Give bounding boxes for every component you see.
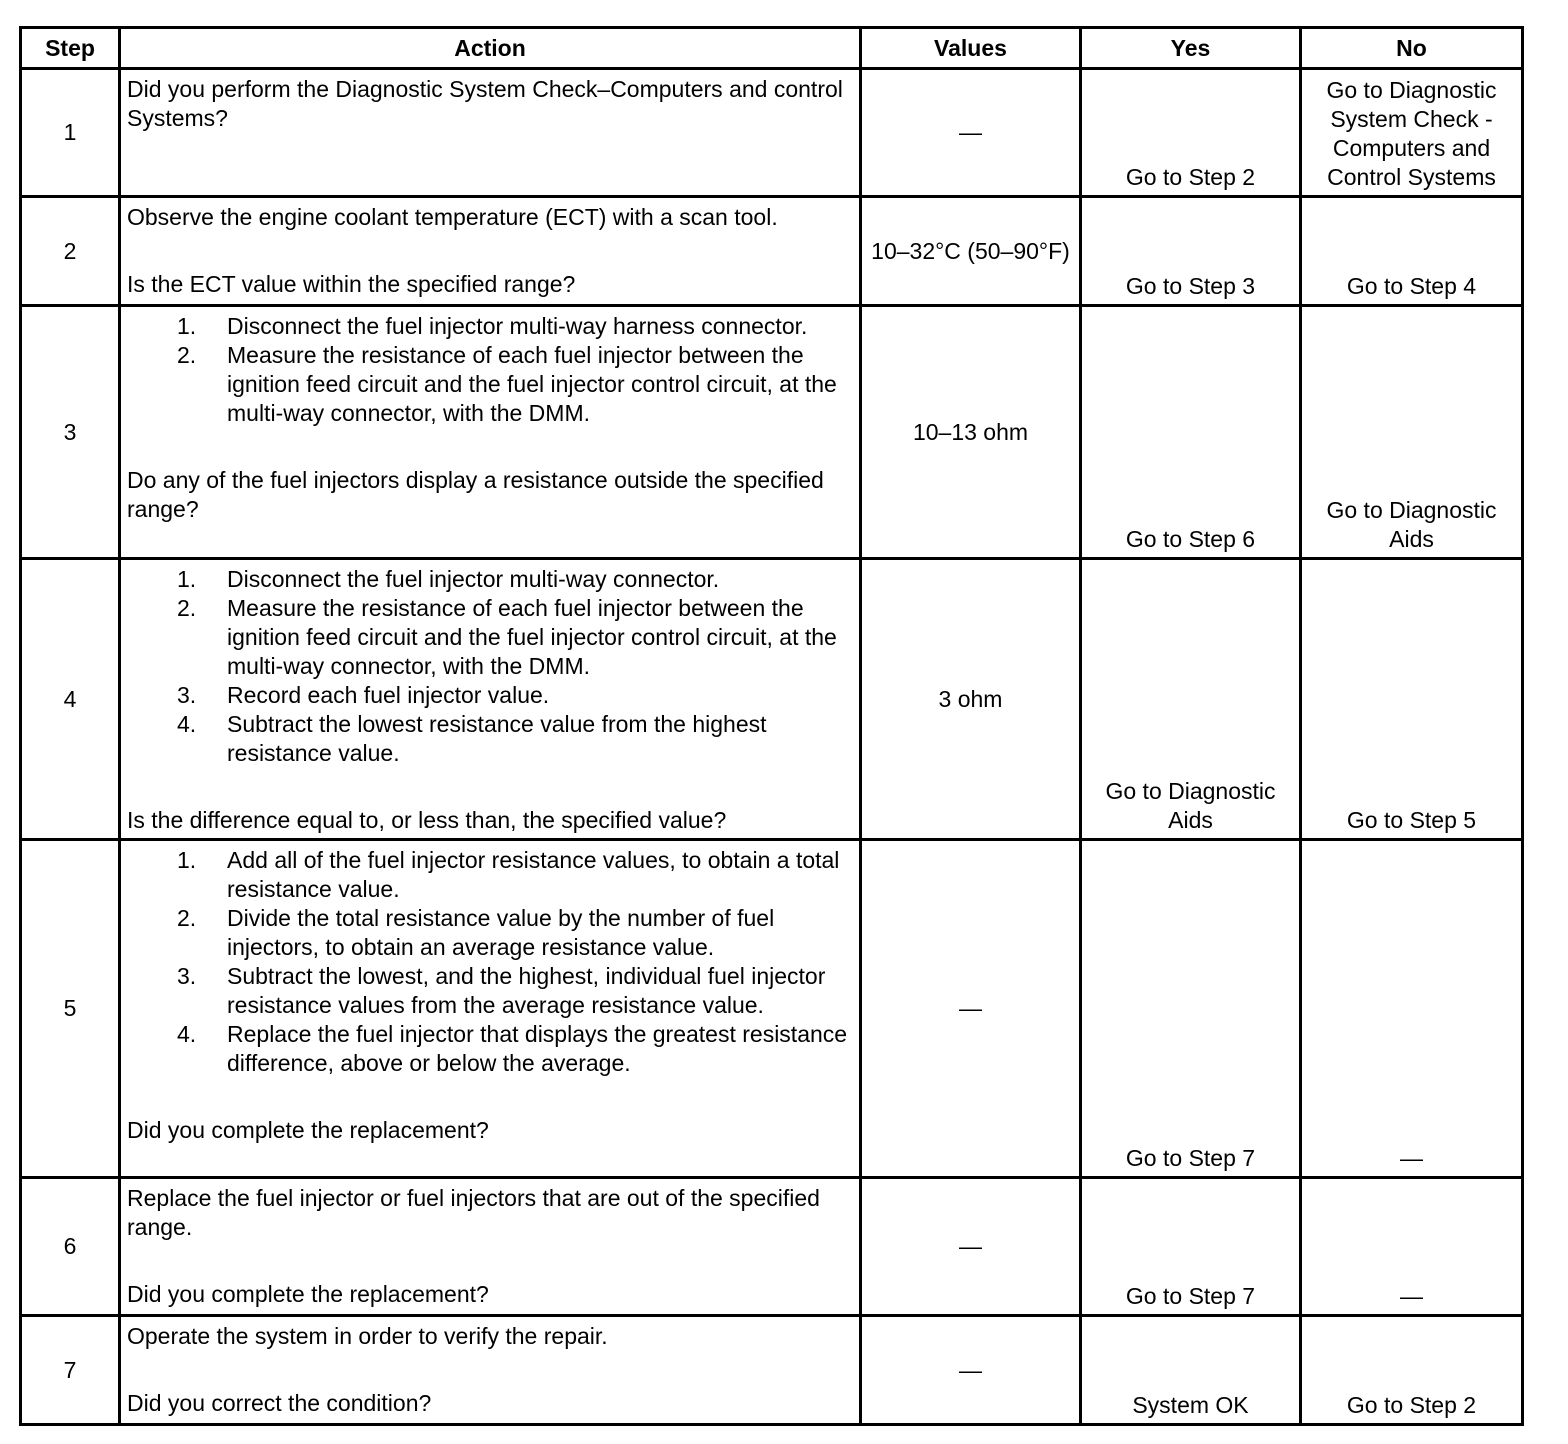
item-text: Subtract the lowest, and the highest, individual fuel injector resistance values from the average resistance value. (227, 963, 826, 1018)
action-steps-list (127, 565, 855, 768)
action-cell (120, 197, 861, 306)
action-question: Do any of the fuel injectors display a resistance outside the specified range? (127, 467, 824, 522)
list-item (127, 341, 855, 428)
item-text: Disconnect the fuel injector multi-way connector. (227, 566, 720, 592)
step-number: 4 (21, 559, 120, 840)
item-number: 2. (177, 342, 197, 368)
item-number: 4. (177, 711, 197, 737)
item-number: 3. (177, 682, 197, 708)
no-cell: Go to Diagnostic Aids (1301, 306, 1523, 559)
action-text: Observe the engine coolant temperature (ECT) with a scan tool. (127, 204, 778, 230)
action-cell (120, 1316, 861, 1425)
yes-cell: Go to Step 7 (1081, 1178, 1301, 1316)
yes-cell: Go to Diagnostic Aids (1081, 559, 1301, 840)
header-yes: Yes (1081, 28, 1301, 69)
table-row (21, 1316, 1523, 1425)
value-cell: 10–13 ohm (861, 306, 1081, 559)
value-cell: — (861, 1316, 1081, 1425)
item-number: 2. (177, 905, 197, 931)
action-question: Is the difference equal to, or less than, the specified value? (127, 807, 727, 833)
value-cell: 3 ohm (861, 559, 1081, 840)
item-text: Measure the resistance of each fuel injector between the ignition feed circuit and the fuel injector control circuit, at the multi-way connector, with the DMM. (227, 342, 837, 426)
item-number: 2. (177, 595, 197, 621)
value-cell: — (861, 69, 1081, 197)
list-item (127, 1020, 855, 1078)
list-item (127, 904, 855, 962)
list-item (127, 710, 855, 768)
no-cell: — (1301, 1178, 1523, 1316)
action-steps-list (127, 312, 855, 428)
no-cell: Go to Step 5 (1301, 559, 1523, 840)
action-text: Replace the fuel injector or fuel injectors that are out of the specified range. (127, 1185, 820, 1240)
action-cell (120, 840, 861, 1178)
yes-cell: System OK (1081, 1316, 1301, 1425)
item-number: 1. (177, 566, 197, 592)
diagnostic-table (19, 26, 1524, 1426)
table-row (21, 559, 1523, 840)
step-number: 5 (21, 840, 120, 1178)
header-step: Step (21, 28, 120, 69)
list-item (127, 565, 855, 594)
table-row (21, 306, 1523, 559)
action-cell (120, 69, 861, 197)
item-text: Replace the fuel injector that displays the greatest resistance difference, above or below the average. (227, 1021, 848, 1076)
item-text: Subtract the lowest resistance value from the highest resistance value. (227, 711, 767, 766)
step-number: 1 (21, 69, 120, 197)
no-cell: Go to Diagnostic System Check - Computers and Control Systems (1301, 69, 1523, 197)
list-item (127, 846, 855, 904)
item-text: Divide the total resistance value by the number of fuel injectors, to obtain an average resistance value. (227, 905, 775, 960)
item-number: 3. (177, 963, 197, 989)
item-text: Add all of the fuel injector resistance values, to obtain a total resistance value. (227, 847, 840, 902)
action-steps-list (127, 846, 855, 1078)
item-text: Record each fuel injector value. (227, 682, 550, 708)
step-number: 6 (21, 1178, 120, 1316)
table-row (21, 69, 1523, 197)
step-number: 3 (21, 306, 120, 559)
action-question: Did you complete the replacement? (127, 1281, 489, 1307)
item-text: Disconnect the fuel injector multi-way harness connector. (227, 313, 808, 339)
item-number: 1. (177, 313, 197, 339)
value-cell: — (861, 840, 1081, 1178)
action-text: Operate the system in order to verify the repair. (127, 1323, 608, 1349)
list-item (127, 681, 855, 710)
action-cell (120, 559, 861, 840)
no-cell: Go to Step 4 (1301, 197, 1523, 306)
table-row (21, 1178, 1523, 1316)
header-row (21, 28, 1523, 69)
step-number: 7 (21, 1316, 120, 1425)
action-question: Did you correct the condition? (127, 1390, 432, 1416)
yes-cell: Go to Step 2 (1081, 69, 1301, 197)
value-cell: 10–32°C (50–90°F) (861, 197, 1081, 306)
table-row (21, 197, 1523, 306)
header-values: Values (861, 28, 1081, 69)
header-action: Action (120, 28, 861, 69)
item-number: 4. (177, 1021, 197, 1047)
header-no: No (1301, 28, 1523, 69)
value-cell: — (861, 1178, 1081, 1316)
yes-cell: Go to Step 7 (1081, 840, 1301, 1178)
yes-cell: Go to Step 3 (1081, 197, 1301, 306)
no-cell: Go to Step 2 (1301, 1316, 1523, 1425)
list-item (127, 594, 855, 681)
action-question: Is the ECT value within the specified range? (127, 271, 576, 297)
item-number: 1. (177, 847, 197, 873)
action-text: Did you perform the Diagnostic System Check–Computers and control Systems? (127, 76, 843, 131)
no-cell: — (1301, 840, 1523, 1178)
yes-cell: Go to Step 6 (1081, 306, 1301, 559)
step-number: 2 (21, 197, 120, 306)
list-item (127, 312, 855, 341)
action-question: Did you complete the replacement? (127, 1117, 489, 1143)
item-text: Measure the resistance of each fuel injector between the ignition feed circuit and the fuel injector control circuit, at the multi-way connector, with the DMM. (227, 595, 837, 679)
action-cell (120, 306, 861, 559)
table-row (21, 840, 1523, 1178)
action-cell (120, 1178, 861, 1316)
list-item (127, 962, 855, 1020)
